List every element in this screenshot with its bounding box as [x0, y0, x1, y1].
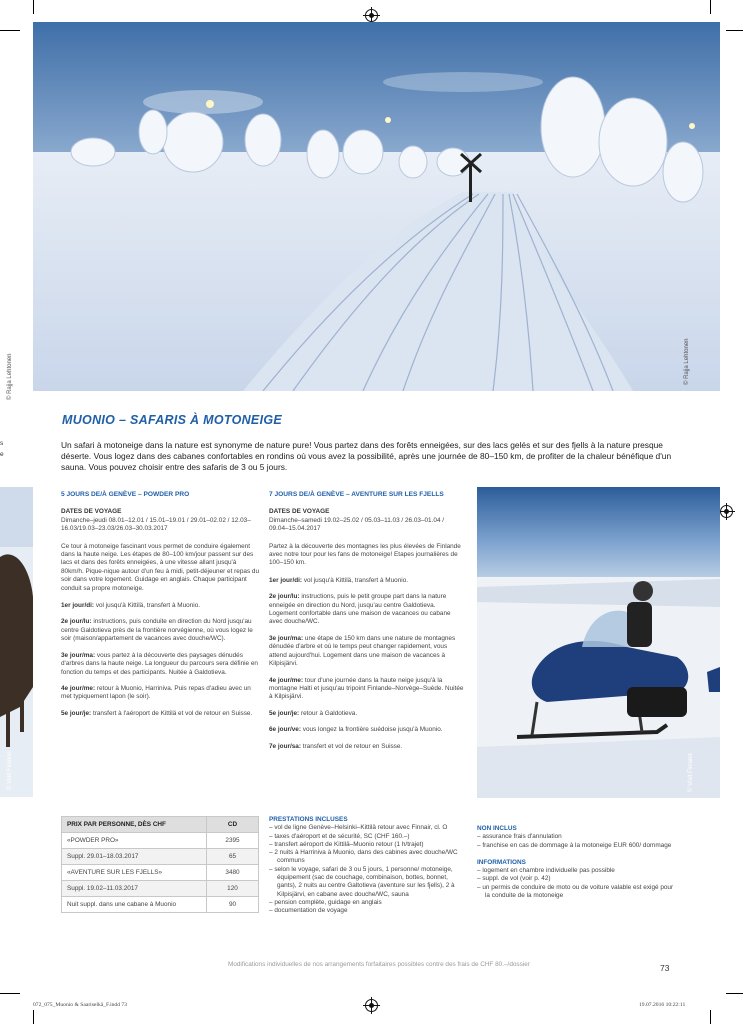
day-text: vous longez la frontière suédoise jusqu'à Muonio. — [302, 726, 443, 734]
section-heading: PRESTATIONS INCLUSES — [269, 816, 348, 823]
table-row — [62, 849, 259, 865]
table-cell: 120 — [207, 881, 259, 897]
table-cell: 90 — [207, 897, 259, 913]
day-text: une étape de 150 km dans une nature de montagnes dénudée d'arbre et où le temps peut changer rapidement, vous attend aujourd'hui. Logement dans une maison de vacances à Kilpisjärvi. — [269, 634, 456, 668]
table-cell: Suppl. 29.01–18.03.2017 — [62, 849, 207, 865]
list-item-text: logement en chambre individuelle pas possible — [482, 867, 615, 875]
registration-mark-icon — [365, 9, 378, 22]
day-label: 2e jour/lu: — [269, 593, 300, 601]
itinerary-day — [61, 618, 260, 643]
dates-text: Dimanche–jeudi 08.01–12.01 / 15.01–19.01 / 29.01–02.02 / 12.03–16.03/19.03–23.03/26.03–30.03.2017 — [61, 516, 251, 533]
day-label: 6e jour/ve: — [269, 726, 301, 734]
crop-mark — [710, 1010, 711, 1024]
table-header: PRIX PAR PERSONNE, DÈS CHF — [62, 817, 207, 833]
table-header-row — [62, 817, 259, 833]
itinerary-day — [61, 685, 260, 702]
tour-7-days — [269, 491, 465, 759]
itinerary-day — [269, 726, 465, 734]
list-item: – un permis de conduire de moto ou de voiture valable est exigé pour la conduite de la motoneige — [477, 883, 674, 900]
tour-5-days — [61, 491, 260, 726]
day-text: transfert à l'aéroport de Kittilä et vol de retour en Suisse. — [92, 709, 253, 717]
table-header: CD — [207, 817, 259, 833]
day-text: vol jusqu'à Kittilä, transfert à Muonio. — [95, 602, 201, 610]
dates-label: DATES DE VOYAGE — [269, 508, 330, 516]
edge-text: s — [0, 440, 4, 447]
crop-mark — [33, 0, 34, 14]
photo-credit: © Visit Finland — [7, 751, 13, 790]
dates-label: DATES DE VOYAGE — [61, 508, 122, 516]
photo-credit: © Rajja Lehtonen — [7, 353, 13, 400]
list-item: – logement en chambre individuelle pas possible — [477, 867, 615, 875]
table-cell: 2395 — [207, 833, 259, 849]
list-item: – suppl. de vol (voir p. 42) — [477, 875, 551, 883]
page-title: MUONIO – SAFARIS À MOTONEIGE — [62, 413, 282, 427]
day-text: instructions, puis le petit groupe part dans la nature enneigée en direction du Nord, jusqu'au centre Galdotieva. Logement confortable dans une maison de vacances ou cabane avec douche/WC. — [269, 593, 451, 626]
page-number: 73 — [660, 963, 670, 973]
crop-mark — [0, 30, 20, 31]
itinerary-day — [269, 677, 465, 702]
itinerary-day — [61, 652, 260, 677]
list-item-text: franchise en cas de dommage à la motoneige EUR 600/ dommage — [482, 841, 672, 849]
table-cell: «POWDER PRO» — [62, 833, 207, 849]
photo-credit: © Visit Finland — [688, 753, 694, 792]
included-services — [269, 816, 469, 916]
table-cell: 65 — [207, 849, 259, 865]
itinerary-day — [61, 710, 260, 718]
dates-text: Dimanche–samedi 19.02–25.02 / 05.03–11.03 / 26.03–01.04 / 09.04–15.04.2017 — [269, 516, 445, 533]
snowmobile-photo — [477, 487, 720, 798]
list-item-text: 2 nuits à Harriniva à Muonio, dans des cabines avec douche/WC communs — [274, 849, 458, 865]
table-row — [62, 881, 259, 897]
photo-credit: © Rajja Lehtonen — [684, 338, 690, 385]
section-heading: INFORMATIONS — [477, 858, 526, 866]
itinerary-day — [269, 710, 465, 718]
table-cell: Nuit suppl. dans une cabane à Muonio — [62, 897, 207, 913]
list-item-text: suppl. de vol (voir p. 42) — [482, 875, 551, 883]
day-text: tour d'une journée dans la haute neige jusqu'à la montagne Halti et jusqu'au tripoint Finlande–Norvège–Suède. Nuitée à Kilpisjärvi. — [269, 676, 464, 701]
list-item: – pension complète, guidage en anglais — [269, 898, 382, 906]
itinerary-day — [61, 602, 260, 610]
list-item-text: transfert aéroport de Kittilä–Muonio retour (1 h/trajet) — [274, 840, 424, 848]
day-label: 2e jour/lu: — [61, 618, 92, 626]
registration-mark-icon — [720, 505, 733, 518]
crop-mark — [0, 993, 20, 994]
table-row — [62, 833, 259, 849]
registration-mark-icon — [365, 999, 378, 1012]
itinerary-day — [269, 577, 465, 585]
not-included — [477, 825, 677, 900]
section-heading: NON INCLUS — [477, 825, 517, 832]
print-slug-date: 19.07.2016 10:22:11 — [639, 1002, 686, 1008]
table-cell: Suppl. 19.02–11.03.2017 — [62, 881, 207, 897]
itinerary-day — [269, 743, 465, 751]
table-cell: «AVENTURE SUR LES FJELLS» — [62, 865, 207, 881]
day-text: instructions, puis conduite en direction du Nord jusqu'au centre Galdotieva près de la frontière norvégienne, où vous logez le soir (maison/appartement de vacances avec douche/WC). — [61, 618, 253, 643]
list-item: – selon le voyage, safari de 3 ou 5 jours, 1 personne/ motoneige, équipement (sac de couchage, combinaison, bottes, bonnet, gants), 2 nuits au centre Galtotieva (aventure sur les fjells), 2 à Kilpisjärvi, en cabane avec douche/WC, sauna — [269, 865, 455, 898]
day-label: 5e jour/je: — [269, 709, 300, 717]
day-label: 5e jour/je: — [61, 709, 92, 717]
list-item: – taxes d'aéroport et de sécurité, SC (CHF 160.–) — [269, 832, 410, 840]
list-item-text: selon le voyage, safari de 3 ou 5 jours, 1 personne/ motoneige, équipement (sac de couchage, combinaison, bottes, bonnet, gants), 2 nuits au centre Galtotieva (aventure sur les fjells), 2 à Kilpisjärvi, en cabane avec douche/WC, sauna — [274, 865, 455, 898]
itinerary-day — [269, 593, 465, 627]
print-slug-file: 072_075_Muonio & Saariselkä_F.indd 73 — [33, 1002, 128, 1008]
crop-mark — [710, 0, 711, 14]
day-label: 1er jour/di: — [269, 576, 303, 584]
table-cell: 3480 — [207, 865, 259, 881]
itinerary-day — [269, 635, 465, 669]
left-edge-photo — [0, 487, 33, 797]
crop-mark — [33, 1010, 34, 1024]
list-item: – vol de ligne Genève–Helsinki–Kittilä retour avec Finnair, cl. O — [269, 824, 448, 832]
hero-photo — [33, 22, 720, 391]
list-item: – assurance frais d'annulation — [477, 833, 562, 841]
tour-description: Ce tour à motoneige fascinant vous permet de conduire également dans la haute neige. Les étapes de 80–100 km/jour passent sur des lacs et dans des forêts enneigées, à une vitesse allant jusqu'à 80km/h. Pique-nique autour d'un feu à midi, petit-déjeuner et repas du soir dans votre logement. Guidage en anglais. Chaque participant conduit sa propre motoneige. — [61, 542, 260, 592]
price-table — [61, 816, 259, 913]
list-item: – documentation de voyage — [269, 907, 348, 915]
footer-note: Modifications individuelles de nos arrangements forfaitaires possibles contre des frais de CHF 80.–/dossier — [228, 961, 530, 968]
list-item: – transfert aéroport de Kittilä–Muonio retour (1 h/trajet) — [269, 840, 424, 848]
day-text: vous partez à la découverte des paysages dénudés d'arbres dans la haute neige. La longueur du parcours sera définie en fonction du temps et des participants. Nuitée à Galdotieva. — [61, 651, 258, 676]
list-item-text: pension complète, guidage en anglais — [274, 898, 382, 906]
list-item-text: vol de ligne Genève–Helsinki–Kittilä retour avec Finnair, cl. O — [274, 824, 448, 832]
list-item: – franchise en cas de dommage à la motoneige EUR 600/ dommage — [477, 841, 672, 849]
day-text: retour à Galdotieva. — [300, 709, 358, 717]
crop-mark — [726, 30, 743, 31]
table-row — [62, 865, 259, 881]
crop-mark — [726, 993, 743, 994]
day-label: 3e jour/ma: — [61, 651, 96, 659]
tour-heading: 7 JOURS DE/À GENÈVE – AVENTURE SUR LES FJELLS — [269, 491, 444, 498]
intro-paragraph: Un safari à motoneige dans la nature est synonyme de nature pure! Vous partez dans des forêts enneigées, sur des lacs gelés et sur des fjells à la nature presque déserte. Vous logez dans des cabanes confortables en rondins où vous avez la possibilité, après une journée de 80–150 km, de profiter de la chaleur bénéfique d'un sauna. Vous pouvez choisir entre des safaris de 3 ou 5 jours. — [61, 440, 672, 472]
list-item: – 2 nuits à Harriniva à Muonio, dans des cabines avec douche/WC communs — [269, 849, 458, 865]
day-label: 1er jour/di: — [61, 602, 95, 610]
day-label: 7e jour/sa: — [269, 742, 301, 750]
list-item-text: taxes d'aéroport et de sécurité, SC (CHF 160.–) — [274, 832, 410, 840]
day-text: transfert et vol de retour en Suisse. — [302, 742, 403, 750]
edge-text: e — [0, 451, 4, 458]
day-label: 3e jour/ma: — [269, 634, 304, 642]
list-item-text: assurance frais d'annulation — [482, 833, 562, 841]
tour-description: Partez à la découverte des montagnes les plus élevées de Finlande avec notre tour pour les fans de motoneige! Etapes journalières de 100–150 km. — [269, 542, 461, 567]
table-row — [62, 897, 259, 913]
tour-heading: 5 JOURS DE/À GENÈVE – POWDER PRO — [61, 491, 190, 498]
day-label: 4e jour/me: — [61, 684, 96, 692]
day-text: retour à Muonio, Harriniva. Puis repas d'adieu avec un met typiquement lapon (le soir). — [61, 684, 251, 701]
list-item-text: documentation de voyage — [274, 907, 348, 915]
day-text: vol jusqu'à Kittilä, transfert à Muonio. — [303, 576, 409, 584]
list-item-text: un permis de conduire de moto ou de voiture valable est exigé pour la conduite de la motoneige — [482, 883, 674, 900]
day-label: 4e jour/me: — [269, 676, 304, 684]
